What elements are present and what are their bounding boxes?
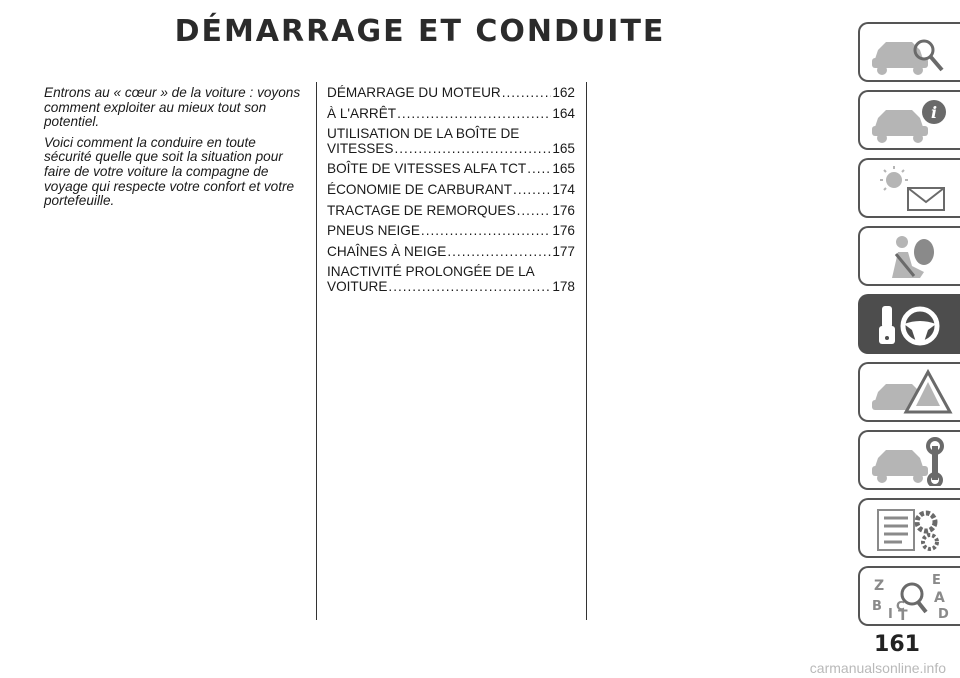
page-number: 161 bbox=[874, 632, 920, 657]
tab-maintenance[interactable] bbox=[858, 430, 960, 490]
svg-text:I: I bbox=[888, 607, 893, 622]
tab-emergency[interactable] bbox=[858, 362, 960, 422]
toc-entry[interactable] bbox=[327, 245, 575, 260]
toc-leader-dots bbox=[527, 162, 551, 177]
tab-safety[interactable] bbox=[858, 226, 960, 286]
toc-entry[interactable] bbox=[327, 162, 575, 177]
car-maintenance-wrench-icon bbox=[868, 436, 958, 486]
toc-leader-dots bbox=[502, 86, 552, 101]
toc-entry-title-line1: UTILISATION DE LA BOÎTE DE bbox=[327, 126, 520, 142]
svg-text:D: D bbox=[938, 607, 949, 622]
toc-leader-dots bbox=[394, 142, 551, 157]
toc-entry[interactable] bbox=[327, 86, 575, 101]
toc-leader-dots bbox=[421, 224, 551, 239]
intro-paragraph: Entrons au « cœur » de la voiture : voyons comment exploiter au mieux tout son potentiel. bbox=[44, 85, 301, 130]
toc-entry-page: 165 bbox=[552, 140, 575, 156]
toc-entry-page: 176 bbox=[552, 223, 575, 239]
toc-leader-dots bbox=[513, 183, 551, 198]
car-search-icon bbox=[868, 28, 958, 78]
toc-entry-page: 165 bbox=[552, 161, 575, 177]
toc-entry-title: DÉMARRAGE DU MOTEUR bbox=[327, 85, 501, 100]
toc-entry[interactable] bbox=[327, 183, 575, 198]
svg-text:T: T bbox=[898, 608, 908, 622]
toc-entry[interactable] bbox=[327, 224, 575, 239]
toc-entry-page: 164 bbox=[552, 105, 575, 121]
toc-entry-page: 177 bbox=[552, 243, 575, 259]
toc-entry[interactable] bbox=[327, 265, 575, 294]
watermark: carmanualsonline.info bbox=[809, 660, 946, 676]
toc-entry-title: TRACTAGE DE REMORQUES bbox=[327, 202, 516, 218]
alphabetical-index-icon bbox=[868, 572, 958, 622]
svg-text:Z: Z bbox=[874, 578, 885, 594]
airbag-seatbelt-icon bbox=[868, 232, 958, 282]
intro-paragraph: Voici comment la conduire en toute sécurité quelle que soit la situation pour faire de votre voiture la compagne de voyage qui respecte votre confort et votre portefeuille. bbox=[44, 134, 295, 209]
car-emergency-warning-icon bbox=[868, 368, 958, 418]
key-steering-wheel-icon bbox=[868, 300, 958, 350]
intro-text bbox=[44, 86, 306, 215]
tab-car-overview[interactable] bbox=[858, 22, 960, 82]
column-divider bbox=[316, 82, 317, 620]
table-of-contents bbox=[327, 86, 575, 301]
toc-entry-page: 162 bbox=[552, 85, 575, 100]
svg-text:B: B bbox=[872, 599, 882, 614]
toc-entry-page: 178 bbox=[552, 278, 575, 294]
warning-light-message-icon bbox=[868, 164, 958, 214]
toc-entry-title: À L'ARRÊT bbox=[327, 105, 397, 121]
car-info-icon bbox=[868, 96, 958, 146]
svg-text:E: E bbox=[932, 573, 941, 588]
toc-entry-page: 174 bbox=[552, 181, 575, 197]
toc-entry-title: ÉCONOMIE DE CARBURANT bbox=[327, 181, 513, 197]
toc-leader-dots bbox=[517, 204, 552, 219]
toc-entry-title: PNEUS NEIGE bbox=[327, 223, 420, 239]
toc-leader-dots bbox=[447, 245, 551, 260]
toc-entry-title: VOITURE bbox=[327, 278, 388, 294]
toc-entry-title-line1: INACTIVITÉ PROLONGÉE DE LA bbox=[327, 264, 535, 280]
tab-starting-driving[interactable] bbox=[858, 294, 960, 354]
toc-leader-dots bbox=[397, 107, 551, 122]
toc-leader-dots bbox=[388, 280, 551, 295]
column-divider bbox=[586, 82, 587, 620]
toc-entry[interactable] bbox=[327, 204, 575, 219]
tab-warning-lights[interactable] bbox=[858, 158, 960, 218]
toc-entry-page: 176 bbox=[552, 202, 575, 218]
toc-entry-title: VITESSES bbox=[327, 140, 394, 156]
tab-technical-data[interactable] bbox=[858, 498, 960, 558]
tab-car-knowledge[interactable] bbox=[858, 90, 960, 150]
toc-entry-title: CHAÎNES À NEIGE bbox=[327, 243, 447, 259]
svg-text:i: i bbox=[930, 103, 938, 122]
technical-data-gear-icon bbox=[868, 504, 958, 554]
toc-entry-title: BOÎTE DE VITESSES ALFA TCT bbox=[327, 161, 527, 177]
svg-text:A: A bbox=[934, 590, 945, 606]
svg-text:C: C bbox=[896, 599, 905, 613]
tab-index[interactable] bbox=[858, 566, 960, 626]
page-title: DÉMARRAGE ET CONDUITE bbox=[174, 14, 666, 49]
toc-entry[interactable] bbox=[327, 127, 575, 156]
toc-entry[interactable] bbox=[327, 107, 575, 122]
